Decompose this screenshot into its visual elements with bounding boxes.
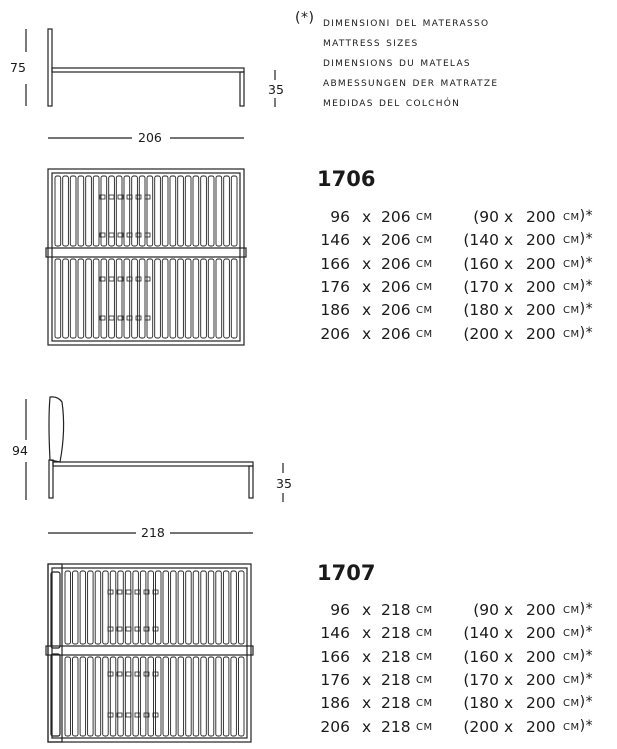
times-sign: x: [362, 277, 372, 296]
unit: cm: [416, 624, 433, 641]
mattress-width: (180: [463, 694, 499, 713]
size-row: [0, 718, 617, 742]
size-row: [0, 208, 617, 232]
mattress-unit: cm)*: [563, 601, 594, 617]
times-sign: x: [362, 717, 372, 736]
bed-width: 186: [320, 301, 350, 320]
slat-clip: [136, 195, 141, 199]
times-sign: x: [504, 624, 514, 643]
mattress-length: 200: [526, 670, 556, 689]
size-row: [0, 601, 617, 625]
times-sign: x: [504, 277, 514, 296]
mattress-width: (140: [463, 624, 499, 643]
mattress-unit: cm)*: [563, 647, 594, 664]
mattress-unit: cm)*: [563, 301, 594, 318]
legend-line-es: medidas del colchón: [323, 94, 461, 109]
times-sign: x: [362, 624, 372, 643]
model-code-1706: 1706: [317, 167, 376, 191]
times-sign: x: [504, 231, 514, 250]
times-sign: x: [362, 301, 372, 320]
bed-length: 218: [381, 694, 411, 713]
height-label-1707: 94: [12, 443, 28, 458]
mattress-unit: cm)*: [563, 324, 594, 341]
mattress-width: (140: [463, 231, 499, 250]
slat-clip: [109, 195, 114, 199]
unit: cm: [416, 717, 433, 734]
mattress-unit: cm)*: [563, 208, 594, 224]
bed-length: 206: [381, 231, 411, 250]
mattress-length: 200: [526, 624, 556, 643]
times-sign: x: [362, 670, 372, 689]
mattress-length: 200: [526, 324, 556, 343]
leg-label-1706: 35: [268, 82, 284, 97]
bed-width: 166: [320, 254, 350, 273]
bed-width: 146: [320, 231, 350, 250]
mattress-unit: cm)*: [563, 231, 594, 248]
times-sign: x: [504, 324, 514, 343]
times-sign: x: [504, 670, 514, 689]
mattress-unit: cm)*: [563, 254, 594, 271]
slat-clip: [145, 195, 150, 199]
mattress-length: 200: [526, 254, 556, 273]
bed-length: 206: [381, 324, 411, 343]
bed-width: 176: [320, 277, 350, 296]
mattress-length: 200: [526, 231, 556, 250]
times-sign: x: [504, 647, 514, 666]
size-row: [0, 694, 617, 718]
times-sign: x: [362, 647, 372, 666]
mattress-width: (170: [463, 277, 499, 296]
bed-1707-side-view: [49, 397, 253, 498]
mattress-width: (200: [463, 717, 499, 736]
bed-length: 206: [381, 208, 411, 226]
unit: cm: [416, 208, 433, 224]
bed-width: 186: [320, 694, 350, 713]
mattress-width: (170: [463, 670, 499, 689]
bed-length: 218: [381, 717, 411, 736]
height-label-1706: 75: [10, 60, 26, 75]
times-sign: x: [362, 208, 372, 226]
mattress-unit: cm)*: [563, 670, 594, 687]
unit: cm: [416, 694, 433, 711]
unit: cm: [416, 277, 433, 294]
mattress-unit: cm)*: [563, 717, 594, 734]
bed-width: 166: [320, 647, 350, 666]
mattress-length: 200: [526, 647, 556, 666]
bed-length: 206: [381, 254, 411, 273]
model-code-1707: 1707: [317, 561, 376, 585]
unit: cm: [416, 231, 433, 248]
times-sign: x: [362, 324, 372, 343]
bed-length: 206: [381, 277, 411, 296]
size-row: [0, 231, 617, 255]
legend-marker: (*): [295, 10, 315, 26]
times-sign: x: [504, 208, 514, 226]
bed-length: 218: [381, 647, 411, 666]
unit: cm: [416, 601, 433, 617]
bed-width: 206: [320, 717, 350, 736]
times-sign: x: [504, 301, 514, 320]
size-row: [0, 278, 617, 302]
bed-width: 96: [330, 208, 350, 226]
mattress-length: 200: [526, 208, 556, 226]
mattress-length: 200: [526, 694, 556, 713]
size-row: [0, 624, 617, 648]
mattress-length: 200: [526, 601, 556, 619]
bed-length: 218: [381, 670, 411, 689]
mattress-length: 200: [526, 717, 556, 736]
mattress-width: (180: [463, 301, 499, 320]
mattress-width: (200: [463, 324, 499, 343]
mattress-width: (90: [473, 601, 499, 619]
mattress-length: 200: [526, 277, 556, 296]
legend-line-de: abmessungen der matratze: [323, 74, 499, 89]
mattress-unit: cm)*: [563, 694, 594, 711]
unit: cm: [416, 301, 433, 318]
times-sign: x: [362, 231, 372, 250]
mattress-width: (90: [473, 208, 499, 226]
bed-length: 218: [381, 624, 411, 643]
bed-width: 96: [330, 601, 350, 619]
size-row: [0, 671, 617, 695]
legend-line-it: dimensioni del materasso: [323, 14, 490, 29]
times-sign: x: [362, 254, 372, 273]
times-sign: x: [504, 601, 514, 619]
bed-width: 176: [320, 670, 350, 689]
size-row: [0, 301, 617, 325]
legend-line-en: mattress sizes: [323, 34, 419, 49]
unit: cm: [416, 324, 433, 341]
leg-label-1707: 35: [276, 476, 292, 491]
bed-1706-side-view: [48, 29, 244, 106]
mattress-length: 200: [526, 301, 556, 320]
times-sign: x: [504, 254, 514, 273]
times-sign: x: [504, 717, 514, 736]
legend-line-fr: dimensions du matelas: [323, 54, 471, 69]
unit: cm: [416, 647, 433, 664]
mattress-width: (160: [463, 254, 499, 273]
bed-length: 206: [381, 301, 411, 320]
size-row: [0, 255, 617, 279]
bed-length: 218: [381, 601, 411, 619]
slat-clip: [135, 590, 140, 594]
mattress-unit: cm)*: [563, 277, 594, 294]
length-label-1707: 218: [141, 525, 165, 540]
unit: cm: [416, 670, 433, 687]
times-sign: x: [362, 601, 372, 619]
mattress-width: (160: [463, 647, 499, 666]
slat-clip: [126, 590, 131, 594]
times-sign: x: [362, 694, 372, 713]
times-sign: x: [504, 694, 514, 713]
bed-width: 146: [320, 624, 350, 643]
size-row: [0, 325, 617, 349]
size-row: [0, 648, 617, 672]
mattress-unit: cm)*: [563, 624, 594, 641]
bed-width: 206: [320, 324, 350, 343]
unit: cm: [416, 254, 433, 271]
length-label-1706: 206: [138, 130, 162, 145]
